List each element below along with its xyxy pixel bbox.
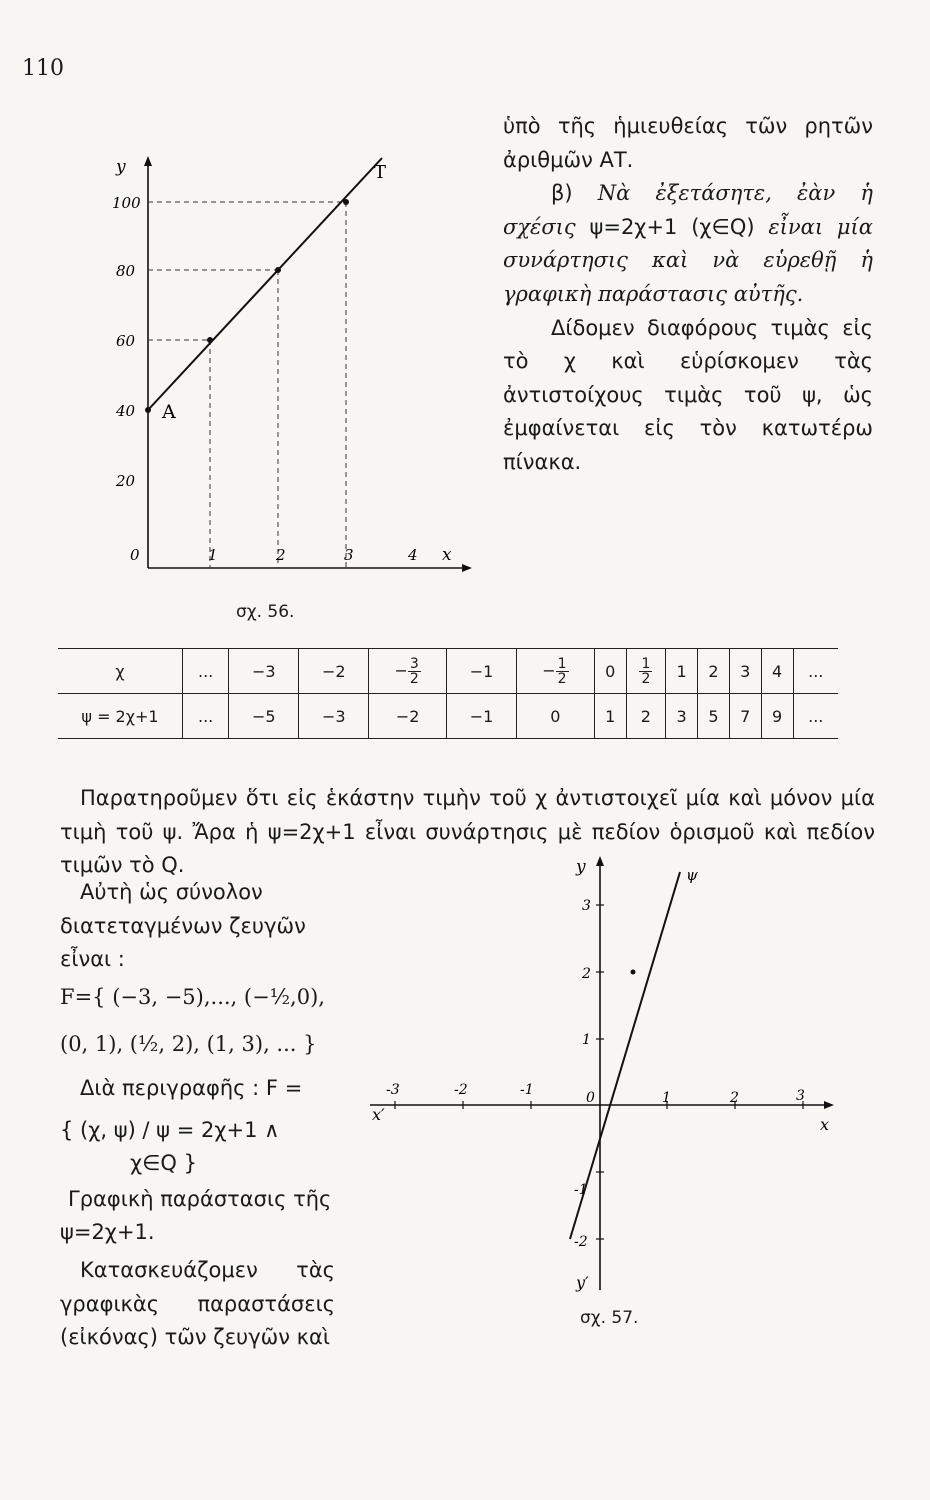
fig56-caption: σχ. 56. <box>236 602 295 622</box>
table-cell: −2 <box>369 694 447 739</box>
fig56-origin: 0 <box>130 546 140 564</box>
table-cell: −2 <box>299 649 369 694</box>
body-p3: Κατασκευάζομεν τὰς γραφικὰς παραστάσεις (εἰκόνας) τῶν ζευγῶν καὶ <box>60 1257 335 1350</box>
fig56-x-tick: 4 <box>408 546 418 564</box>
fig57-point <box>631 970 636 975</box>
right-p1: ὑπὸ τῆς ἡμιευθείας τῶν ρητῶν ἀριθμῶν ΑΤ. <box>503 114 873 172</box>
fig57-y-tick: -2 <box>574 1234 588 1250</box>
table-cell: ... <box>793 694 838 739</box>
fig57-x-tick: 2 <box>730 1090 739 1106</box>
table-cell: −1 <box>447 649 517 694</box>
fig56-y-arrow <box>144 156 152 166</box>
table-cell: 3 <box>729 649 761 694</box>
page-number: 110 <box>22 56 64 81</box>
body-p2: Αὐτὴ ὡς σύνολον διατεταγμένων ζευγῶν εἶναι : <box>60 880 306 972</box>
fig56-point <box>275 267 281 273</box>
table-cell: −3 <box>299 694 369 739</box>
fig57-x-tick: -1 <box>520 1082 534 1098</box>
table-cell: −3 <box>229 649 299 694</box>
fig56-x-tick: 1 <box>208 546 218 564</box>
table-cell: ... <box>183 649 229 694</box>
description-formula-2: χ∈Q } <box>130 1151 197 1176</box>
table-cell: −1 <box>447 694 517 739</box>
table-cell: 0 <box>594 649 626 694</box>
fig56-point-T: T <box>374 162 387 183</box>
table-cell: 2 <box>626 694 666 739</box>
table-cell: 2 <box>698 649 730 694</box>
fig56-x-label: x <box>442 545 452 565</box>
table-cell: 7 <box>729 694 761 739</box>
fig57-ticks <box>395 905 803 1239</box>
fig57-origin: 0 <box>586 1090 595 1106</box>
fig57-y-tick: 3 <box>582 898 591 914</box>
table-cell: 5 <box>698 694 730 739</box>
graph-heading: Γραφικὴ παράστασις τῆς <box>68 1186 332 1211</box>
table-cell: 0 <box>517 694 595 739</box>
fig56-function-line <box>148 158 382 410</box>
figure-56 <box>90 150 480 630</box>
value-table <box>58 648 838 739</box>
fig56-y-tick: 40 <box>116 402 136 420</box>
fig56-y-tick: 60 <box>116 332 136 350</box>
right-p3: Δίδομεν διαφόρους τιμὰς εἰς τὸ χ καὶ εὑρίσκομεν τὰς ἀντιστοίχους τιμὰς τοῦ ψ, ὡς ἐμφαίνεται εἰς τὸν κατωτέρω πίνακα. <box>503 315 873 474</box>
graph-heading-formula: ψ=2χ+1. <box>60 1220 155 1245</box>
table-cell: 9 <box>761 694 793 739</box>
row-head-y: ψ = 2χ+1 <box>81 706 159 726</box>
table-cell: 1 <box>594 694 626 739</box>
right-p2-italic-2: εἶναι μία συνάρτησις καὶ νὰ εὑρεθῇ ἡ γραφικὴ παράστασις αὐτῆς. <box>503 214 873 306</box>
table-cell: − $\frac{3}{2}$ <box>369 649 447 694</box>
right-p2-label: β) <box>551 181 573 206</box>
table-cell: 3 <box>666 694 698 739</box>
fig56-y-label: y <box>116 157 126 177</box>
fig57-x-tick: -3 <box>386 1082 400 1098</box>
fig56-y-tick: 80 <box>116 262 136 280</box>
fig57-x-tick: 3 <box>796 1088 805 1104</box>
fig56-y-tick: 100 <box>112 194 141 212</box>
right-column <box>503 110 873 480</box>
fig57-y-neg-label: y′ <box>576 1273 589 1292</box>
table-cell: 4 <box>761 649 793 694</box>
right-p2 <box>503 177 873 311</box>
fig57-x-label: x <box>820 1115 830 1134</box>
description-formula: { (χ, ψ) / ψ = 2χ+1 ∧ <box>60 1117 280 1142</box>
fig57-y-tick: -1 <box>574 1182 588 1198</box>
table-row <box>58 694 838 739</box>
fig56-y-tick: 20 <box>116 472 136 490</box>
fig56-point <box>145 407 151 413</box>
row-head-x: χ <box>58 649 183 694</box>
fig57-y-tick: 1 <box>582 1032 591 1048</box>
table-cell: −5 <box>229 694 299 739</box>
fig57-x-arrow <box>824 1101 834 1109</box>
figure-57 <box>350 850 850 1310</box>
table-cell: ... <box>183 694 229 739</box>
fig57-x-tick: 1 <box>662 1090 671 1106</box>
fig57-y-arrow <box>596 856 604 866</box>
right-p2-italic-1: Νὰ ἐξετάσητε, ἐὰν ἡ σχέσις <box>503 181 873 239</box>
fig56-point-A: A <box>162 401 176 423</box>
fig56-guides <box>148 202 346 568</box>
fig56-point <box>343 199 349 205</box>
body-p1: Παρατηροῦμεν ὅτι εἰς ἑκάστην τιμὴν τοῦ χ ἀντιστοιχεῖ μία καὶ μόνον μία τιμὴ τοῦ ψ. Ἄρα ἡ ψ=2χ+1 εἶναι συνάρτησις μὲ πεδίον ὁρισμοῦ καὶ πεδίον τιμῶν τὸ Q. <box>60 786 875 878</box>
fig56-x-arrow <box>462 564 472 572</box>
table-cell: 1 <box>666 649 698 694</box>
fig57-caption: σχ. 57. <box>580 1308 639 1328</box>
right-p2-formula: ψ=2χ+1 (χ∈Q) <box>589 214 755 239</box>
fig57-x-tick: -2 <box>454 1082 468 1098</box>
fig57-y-label: y <box>576 857 586 877</box>
fig57-x-neg-label: x′ <box>372 1105 385 1124</box>
set-F-line2: (0, 1), (½, 2), (1, 3), ... } <box>60 1032 317 1057</box>
fig56-x-tick: 3 <box>344 546 354 564</box>
table-row <box>58 649 838 694</box>
fig56-x-tick: 2 <box>276 546 286 564</box>
fig57-y-tick: 2 <box>582 966 591 982</box>
set-F-line1: F={ (−3, −5),..., (−½,0), <box>60 984 325 1009</box>
value-table-grid <box>58 649 838 738</box>
table-cell: ... <box>793 649 838 694</box>
table-cell: − $\frac{1}{2}$ <box>517 649 595 694</box>
table-cell: $\frac{1}{2}$ <box>626 649 666 694</box>
fig56-point <box>207 337 213 343</box>
fig57-line-label: ψ <box>686 866 698 884</box>
description-label: Διὰ περιγραφῆς : F = <box>80 1075 303 1100</box>
